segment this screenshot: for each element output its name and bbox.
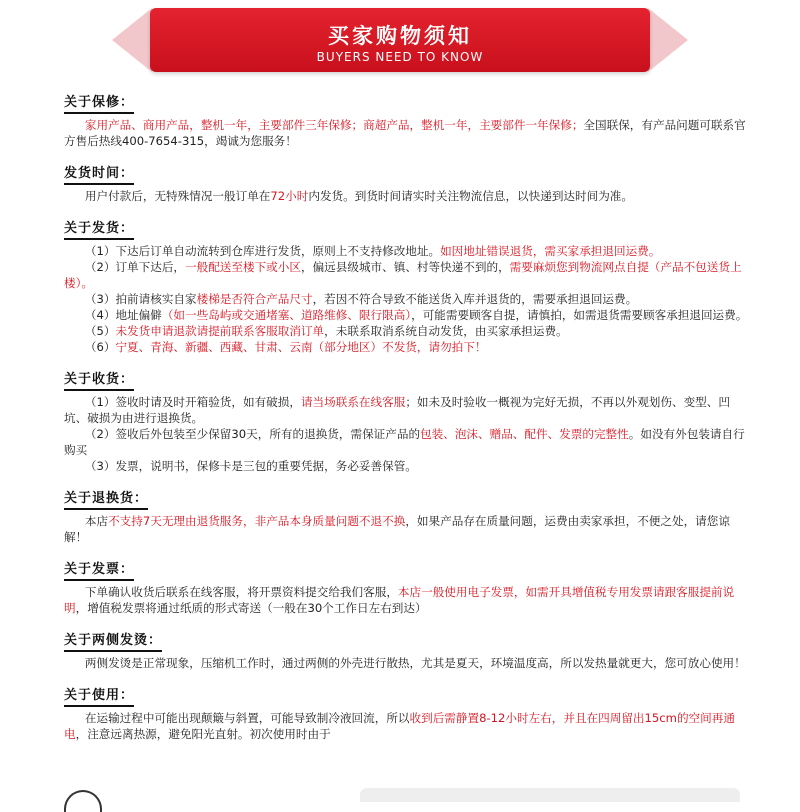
- body-text: 下单确认收货后联系在线客服，将开票资料提交给我们客服，: [84, 585, 398, 599]
- body-text: ；如未及时验收一概视为完好无损，不再以外观划伤、变型、凹坑、破损为由进行退换货。: [64, 395, 730, 425]
- section: [64, 371, 750, 474]
- highlighted-text: 本店一般使用电子发票，如需开具增值税专用发票请跟客服提前说明: [64, 585, 735, 615]
- body-text: 在运输过程中可能出现颠簸与斜置，可能导致制冷液回流，所以: [84, 711, 410, 725]
- section-paragraph: [64, 307, 750, 323]
- highlighted-text: 请当场联系在线客服: [300, 395, 406, 409]
- body-text: 用户付款后，无特殊情况一般订单在: [84, 189, 271, 203]
- body-text: 两侧发烫是正常现象，压缩机工作时，通过两侧的外壳进行散热，尤其是夏天，环境温度高，所以发热量就更大，您可放心使用！: [84, 656, 746, 670]
- highlighted-text: 家用产品、商用产品，整机一年，主要部件三年保修；商超产品，整机一年，主要部件一年保修；: [84, 118, 584, 132]
- section-paragraph: [64, 655, 750, 671]
- highlighted-text: 如因地址错误退货，需买家承担退回运费。: [440, 244, 661, 258]
- section-paragraph: [64, 291, 750, 307]
- highlighted-text: 宁夏、青海、新疆、西藏、甘肃、云南（部分地区）不发货，请勿拍下！: [115, 340, 487, 354]
- banner-subtitle: BUYERS NEED TO KNOW: [316, 50, 484, 64]
- section-paragraph: [64, 710, 750, 742]
- highlighted-text: 不支持7天无理由退货服务，非产品本身质量问题不退不换: [108, 514, 406, 528]
- body-text: ，若因不符合导致不能送货入库并退货的，需要承担退回运费。: [312, 292, 638, 306]
- highlighted-text: 需要麻烦您到物流网点自提（产品不包送货上楼）。: [64, 260, 742, 290]
- body-text: ，注意远离热源，避免阳光直射。初次使用时由于: [75, 727, 331, 741]
- body-text: （3）发票，说明书，保修卡是三包的重要凭据，务必妥善保管。: [84, 459, 417, 473]
- banner-right-ribbon: [648, 8, 688, 72]
- section-title: 关于使用：: [64, 688, 134, 707]
- body-text: 。如没有外包装请自行购买: [64, 427, 745, 457]
- body-text: ，增值税发票将通过纸质的形式寄送（一般在30个工作日左右到达）: [75, 601, 427, 615]
- section-paragraph: [64, 243, 750, 259]
- section-title: 关于发货：: [64, 221, 134, 240]
- body-text: ，如果产品存在质量问题，运费由卖家承担，不便之处，请您谅解！: [64, 514, 730, 544]
- body-text: （4）地址偏僻: [84, 308, 162, 322]
- section: [64, 632, 750, 671]
- highlighted-text: （如一些岛屿或交通堵塞、道路维修、限行限高）: [161, 308, 412, 322]
- section-paragraph: [64, 117, 750, 149]
- section: [64, 220, 750, 355]
- section: [64, 94, 750, 149]
- section-title: 发货时间：: [64, 166, 134, 185]
- section-paragraph: [64, 323, 750, 339]
- body-text: ，偏远县级城市、镇、村等快递不到的，: [300, 260, 510, 274]
- section-title: 关于两侧发烫：: [64, 633, 162, 652]
- body-text: ，未联系取消系统自动发货，由买家承担运费。: [324, 324, 568, 338]
- header-banner: [0, 0, 800, 78]
- highlighted-text: 72小时: [270, 189, 309, 203]
- highlighted-text: 楼梯是否符合产品尺寸: [196, 292, 313, 306]
- section-paragraph: [64, 259, 750, 291]
- section-title: 关于保修：: [64, 95, 134, 114]
- body-text: （1）签收时请及时开箱验货，如有破损，: [84, 395, 301, 409]
- body-text: 内发货。到货时间请实时关注物流信息，以快递到达时间为准。: [308, 189, 633, 203]
- highlighted-text: 一般配送至楼下或小区: [185, 260, 301, 274]
- section: [64, 561, 750, 616]
- body-text: （6）: [84, 340, 116, 354]
- banner-left-ribbon: [112, 8, 152, 72]
- section: [64, 165, 750, 204]
- section-paragraph: [64, 339, 750, 355]
- banner-title: 买家购物须知: [328, 24, 472, 48]
- notice-content: [64, 94, 750, 758]
- section-paragraph: [64, 426, 750, 458]
- highlighted-text: 收到后需静置8-12小时左右，并且在四周留出15cm的空间再通电: [64, 711, 735, 741]
- section: [64, 687, 750, 742]
- body-text: （5）: [84, 324, 116, 338]
- section-paragraph: [64, 458, 750, 474]
- cutoff-graphic: [64, 790, 102, 812]
- highlighted-text: 未发货申请退款请提前联系客服取消订单: [115, 324, 325, 338]
- body-text: （2）订单下达后，: [84, 260, 186, 274]
- body-text: （2）签收后外包装至少保留30天，所有的退换货，需保证产品的: [84, 427, 421, 441]
- section-title: 关于发票：: [64, 562, 134, 581]
- section-paragraph: [64, 584, 750, 616]
- body-text: 本店: [84, 514, 109, 528]
- section-paragraph: [64, 394, 750, 426]
- body-text: （3）拍前请核实自家: [84, 292, 197, 306]
- body-text: ，可能需要顾客自提，请慎拍，如需退货需要顾客承担退回运费。: [411, 308, 748, 322]
- bottom-cutoff: [0, 786, 800, 800]
- section-paragraph: [64, 513, 750, 545]
- highlighted-text: 包装、泡沫、赠品、配件、发票的完整性: [420, 427, 629, 441]
- section-paragraph: [64, 188, 750, 204]
- body-text: 全国联保，有产品问题可联系官方售后热线400-7654-315，竭诚为您服务！: [64, 118, 746, 148]
- section: [64, 490, 750, 545]
- section-title: 关于收货：: [64, 372, 134, 391]
- body-text: （1）下达后订单自动流转到仓库进行发货，原则上不支持修改地址。: [84, 244, 441, 258]
- section-title: 关于退换货：: [64, 491, 148, 510]
